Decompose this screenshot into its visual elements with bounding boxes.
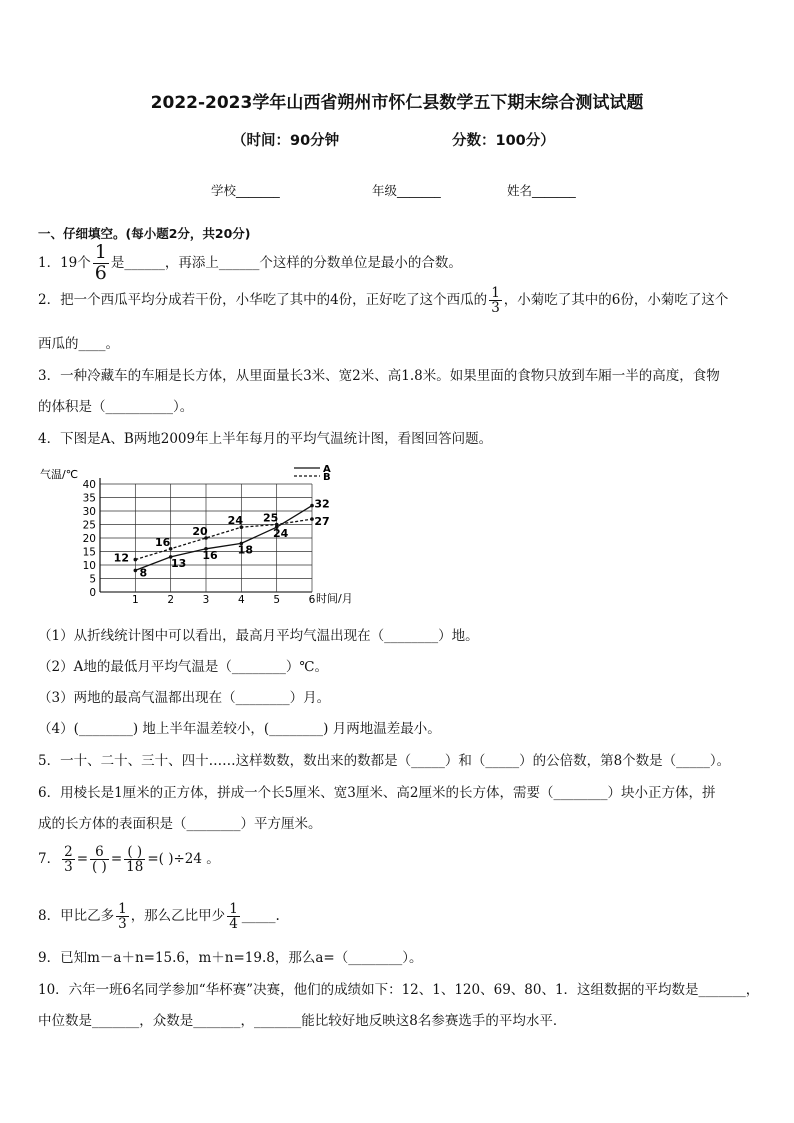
data-label-A: 32 xyxy=(314,497,330,511)
question-1: 1．19个 $\frac{1}{6}$ 是______，再添上______个这样的分数单位是最小的合数。 xyxy=(38,241,462,284)
y-tick-label: 10 xyxy=(82,560,96,572)
question-3-line2: 的体积是（__________）。 xyxy=(38,399,194,415)
y-tick-label: 0 xyxy=(89,587,96,599)
data-point-B xyxy=(310,517,314,521)
question-2-line2: 西瓜的____。 xyxy=(38,336,119,352)
y-tick-label: 20 xyxy=(82,533,96,545)
data-label-B: 12 xyxy=(113,551,129,565)
data-label-B: 20 xyxy=(192,525,208,538)
legend-label-A: A xyxy=(323,464,331,475)
question-10: 10．六年一班6名同学参加“华杯赛”决赛，他们的成绩如下：12、1、120、69、80、1．这组数据的平均数是_______， xyxy=(38,982,760,998)
data-label-B: 16 xyxy=(155,535,171,549)
question-10-line2: 中位数是_______，众数是_______，_______能比较好地反映这8名参赛选手的平均水平． xyxy=(38,1013,567,1029)
y-tick-label: 15 xyxy=(82,546,96,559)
data-label-A: 8 xyxy=(139,566,148,580)
data-label-B: 25 xyxy=(263,511,279,525)
y-tick-label: 25 xyxy=(82,519,96,532)
data-point-B xyxy=(134,558,138,562)
x-tick-label: 6 xyxy=(308,594,316,606)
data-label-A: 18 xyxy=(237,543,253,557)
temperature-line-chart xyxy=(40,460,370,608)
fraction: $\frac{2}{3}$ xyxy=(64,844,73,876)
question-7: 7． $\frac{2}{3}$ = $\frac{6}{( )}$ = $\frac{( )}{18}$ =( )÷24 。 xyxy=(38,844,220,876)
fraction: $\frac{( )}{18}$ xyxy=(126,844,144,876)
score-label: 分数：100分） xyxy=(452,133,555,149)
fraction: $\frac{1}{3}$ xyxy=(491,285,500,317)
x-tick-label: 4 xyxy=(237,594,245,606)
y-tick-label: 30 xyxy=(82,506,96,518)
chart-xlabel: 时间/月 xyxy=(316,592,353,605)
data-point-A xyxy=(134,569,138,573)
time-label: （时间：90分钟 xyxy=(232,133,340,149)
question-4-sub3: （3）两地的最高气温都出现在（________）月。 xyxy=(38,690,331,706)
question-3: 3．一种冷藏车的车厢是长方体，从里面量长3米、宽2米、高1.8米。如果里面的食物只放到车厢一半的高度，食物 xyxy=(38,368,720,384)
page-title: 2022-2023学年山西省朔州市怀仁县数学五下期末综合测试试题 xyxy=(150,93,644,113)
question-4-sub1: （1）从折线统计图中可以看出，最高月平均气温出现在（________）地。 xyxy=(38,628,479,644)
y-tick-label: 35 xyxy=(82,492,96,505)
data-label-A: 24 xyxy=(273,527,289,541)
y-tick-label: 5 xyxy=(89,573,96,586)
question-6-line2: 成的长方体的表面积是（________）平方厘米。 xyxy=(38,816,322,832)
data-point-A xyxy=(310,504,314,508)
section-heading: 一、仔细填空。(每小题2分，共20分) xyxy=(38,226,251,241)
chart-ticks xyxy=(83,479,316,606)
name-field: 姓名_______ xyxy=(507,183,576,198)
data-label-B: 27 xyxy=(314,515,330,529)
x-tick-label: 1 xyxy=(131,594,139,606)
x-tick-label: 5 xyxy=(273,594,281,606)
legend-label-B: B xyxy=(323,472,331,483)
fraction: $\frac{1}{6}$ xyxy=(94,241,107,284)
x-tick-label: 3 xyxy=(202,594,210,606)
question-5: 5．一十、二十、三十、四十……这样数数，数出来的数都是（_____）和（_____）的公倍数，第8个数是（_____）。 xyxy=(38,753,731,769)
question-4-sub4: （4）(________) 地上半年温差较小，(________) 月两地温差最小。 xyxy=(38,721,441,737)
question-6: 6．用棱长是1厘米的正方体，拼成一个长5厘米、宽3厘米、高2厘米的长方体，需要（________）块小正方体，拼 xyxy=(38,785,716,801)
question-4: 4．下图是A、B两地2009年上半年每月的平均气温统计图，看图回答问题。 xyxy=(38,431,493,447)
question-9: 9．已知m－a＋n=15.6，m＋n=19.8，那么a=（________）。 xyxy=(38,950,423,966)
data-label-A: 13 xyxy=(171,556,187,570)
question-2: 2．把一个西瓜平均分成若干份，小华吃了其中的4份，正好吃了这个西瓜的 $\frac{1}{3}$ ，小菊吃了其中的6份，小菊吃了这个 xyxy=(38,285,729,317)
y-tick-label: 40 xyxy=(82,479,96,491)
chart-series xyxy=(114,498,330,580)
question-4-sub2: （2）A地的最低月平均气温是（________）℃。 xyxy=(38,659,328,675)
data-label-B: 24 xyxy=(227,514,243,528)
fraction: $\frac{6}{( )}$ xyxy=(92,844,107,876)
fraction: $\frac{1}{3}$ xyxy=(118,901,127,933)
fraction: $\frac{1}{4}$ xyxy=(229,901,238,933)
chart-ylabel: 气温/℃ xyxy=(40,468,79,481)
question-8: 8．甲比乙多 $\frac{1}{3}$ ，那么乙比甲少 $\frac{1}{4}$ _____. xyxy=(38,901,280,933)
grade-field: 年级_______ xyxy=(372,183,441,198)
data-label-A: 16 xyxy=(202,548,218,562)
chart-legend xyxy=(294,464,331,483)
school-field: 学校_______ xyxy=(211,183,280,198)
x-tick-label: 2 xyxy=(167,594,175,606)
